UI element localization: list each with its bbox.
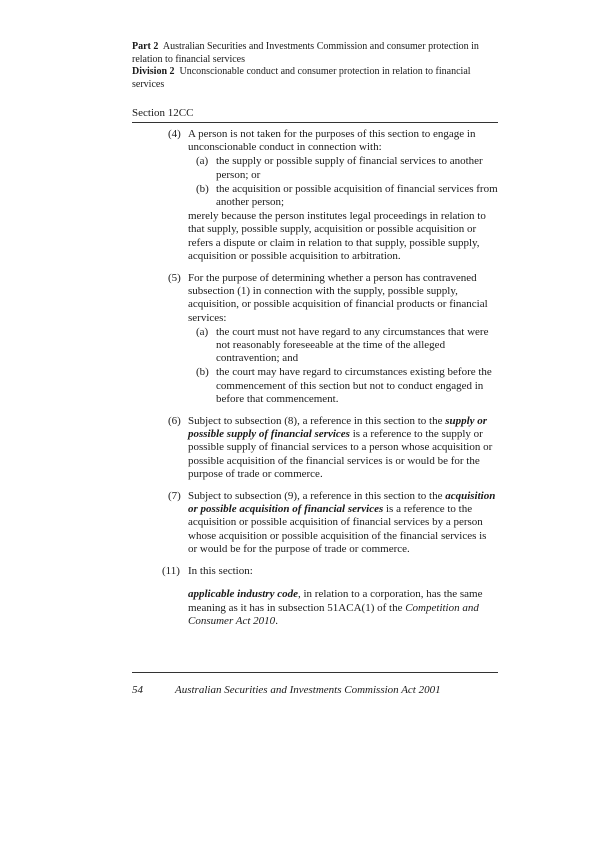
subsection-intro: In this section: [188,565,253,578]
subsection-text [188,415,498,481]
subsection-6 [132,415,498,481]
subsection-number: (6) [168,415,181,428]
definition [188,588,498,628]
paragraph-label: (a) [196,155,209,168]
subsection-number: (5) [168,272,181,285]
paragraph-b [188,183,498,209]
subsection-number: (11) [162,565,180,578]
division-heading [132,66,498,91]
act-reference: Competition and Consumer Act 2010 [188,601,479,627]
definition-term: applicable industry code [188,588,298,601]
subsection-text [188,490,498,556]
paragraph-text: the court may have regard to circumstances existing before the commencement of this section but not to conduct engaged in before that commencement. [216,366,492,405]
subsection-intro: For the purpose of determining whether a person has contravened subsection (1) in connection with the supply, possible supply, acquisition, or possible acquisition of financial products or financial services: [188,272,488,324]
subsection-tail: merely because the person institutes legal proceedings in relation to that supply, possible supply, acquisition or possible acquisition or refers a dispute or claim in relation to that supply, possible supply, acquisition or possible acquisition to arbitration. [188,210,486,262]
subsection-5 [132,272,498,406]
paragraph-label: (a) [196,325,209,338]
section-body [132,128,498,637]
subsection-number: (4) [168,128,181,140]
part-label: Part 2 [132,41,159,52]
text-before-term: Subject to subsection (8), a reference in this section to the [188,415,446,428]
paragraph-text: the supply or possible supply of financial services to another person; or [216,155,483,181]
subsection-11 [132,565,498,628]
paragraph-text: the acquisition or possible acquisition of financial services from another person; [216,182,498,209]
defined-term: supply or possible supply of financial services [188,415,488,441]
paragraph-a [188,155,498,181]
paragraph-label: (b) [196,182,209,195]
part-title: Australian Securities and Investments Commission and consumer protection in relation to financial services [132,41,479,65]
page-number: 54 [132,684,143,696]
paragraph-text: the court must not have regard to any circumstances that were not reasonably foreseeable at the time of the alleged contravention; and [216,325,489,365]
subsection-intro: A person is not taken for the purposes of this section to engage in unconscionable conduct in connection with: [188,128,476,154]
text-after-term: is a reference to the acquisition or possible acquisition of financial services by a person whose acquisition or possible acquisition of the financial services is or would be for the purpose of trade or commerce. [188,503,487,555]
subsection-7 [132,490,498,556]
section-heading: Section 12CC [132,107,498,123]
paragraph-b [188,366,498,406]
defined-term: acquisition or possible acquisition of financial services [188,490,496,516]
division-title: Unconscionable conduct and consumer protection in relation to financial services [132,66,471,90]
running-header [132,41,498,91]
act-title: Australian Securities and Investments Commission Act 2001 [175,684,441,696]
paragraph-a [188,326,498,366]
definition-text: , in relation to a corporation, has the same meaning as it has in subsection 51ACA(1) of the [188,588,483,614]
division-label: Division 2 [132,66,175,77]
text-before-term: Subject to subsection (9), a reference in this section to the [188,490,446,503]
text-after-term: is a reference to the supply or possible supply of financial services to a person whose acquisition or possible acquisition of the financial services is or would be for the purpose of trade or commerce. [188,428,493,480]
part-heading [132,41,498,66]
definition-end: . [275,614,278,627]
footer-rule [132,672,498,673]
subsection-4 [132,128,498,263]
subsection-number: (7) [168,490,181,503]
paragraph-label: (b) [196,366,209,379]
